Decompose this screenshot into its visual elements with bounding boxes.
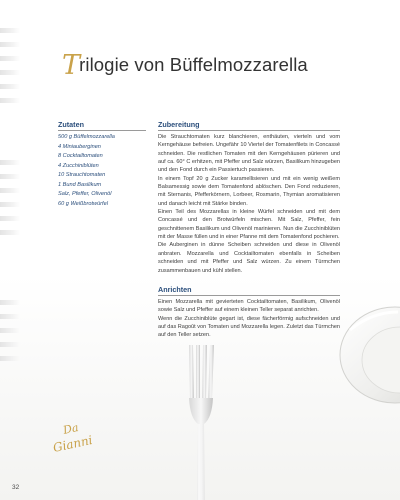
serving-paragraph: Einen Mozzarella mit gevierteten Cocktailtomaten, Basilikum, Olivenöl sowie Salz und Pfeffer auf einem kleinen Teller separat anrichten.: [158, 298, 340, 314]
da-gianni-logo: [50, 420, 110, 460]
ingredient-item: 500 g Büffelmozzarella: [58, 134, 115, 140]
ingredient-item: 4 Zucchiniblüten: [58, 162, 99, 169]
title-initial: T: [62, 50, 81, 81]
title-rest: rilogie von Büffelmozzarella: [79, 54, 308, 75]
recipe-title: [62, 50, 308, 81]
ingredients-section: [58, 120, 146, 209]
ingredients-divider: [58, 130, 146, 131]
ingredient-item: 1 Bund Basilikum: [58, 181, 102, 188]
ingredient-item: 8 Cocktailtomaten: [58, 153, 103, 159]
preparation-paragraph: Die Strauchtomaten kurz blanchieren, enthäuten, vierteln und vom Kerngehäuse befreien. Ungefähr 10 Viertel der Tomatenfilets in Concassé schneiden. Die restlichen Tomaten mit den Kerngehäusen pürieren und auf ca. 60° C erhitzen, mit Pfeffer und Salz würzen, Basilikum hinzugeben und den Fond durch ein Passiertuch passieren.: [158, 134, 340, 174]
preparation-paragraph: In einem Topf 20 g Zucker karamellisieren und mit ein wenig weißem Balsamessig sowie dem Tomatenfond ablöschen. Den Fond reduzieren, mit Sternanis, Pfefferkörnern, Lorbeer, Rosmarin, Thymian aromatisieren und danach leicht mit Stärke binden.: [158, 175, 340, 207]
serving-divider: [158, 295, 340, 296]
preparation-divider: [158, 130, 340, 131]
ingredient-item: Salz, Pfeffer, Olivenöl: [58, 191, 112, 197]
serving-heading: Anrichten: [158, 284, 192, 294]
preparation-column: [158, 120, 340, 340]
margin-stripes: [0, 0, 20, 500]
preparation-heading: Zubereitung: [158, 120, 200, 129]
ingredients-heading: Zutaten: [58, 120, 84, 129]
page-number: 32: [12, 484, 20, 491]
preparation-paragraph: Die Auberginen in dünne Scheiben schneiden und diese in Olivenöl anbraten. Mozzarella und Cocktailtomaten ebenfalls in Scheiben schneiden und mit Pfeffer und Salz würzen. Zu einem Türmchen zusammenbauen und kühl stellen.: [158, 242, 340, 274]
logo-line-1: Da: [61, 421, 80, 437]
logo-line-2: Gianni: [51, 432, 94, 455]
ingredient-item: 60 g Weißbrotwürfel: [58, 200, 108, 207]
serving-paragraph: Wenn die Zucchiniblüte gegart ist, diese fächerförmig aufschneiden und auf das Ragoût von Tomaten und Mozzarella legen. Zuletzt das Türmchen auf den Teller setzen.: [158, 315, 340, 339]
fork-icon: [189, 345, 214, 500]
ingredient-item: 10 Strauchtomaten: [58, 172, 106, 178]
plate-icon: [340, 307, 400, 403]
preparation-paragraph: Einen Teil des Mozzarellas in kleine Würfel schneiden und mit dem Concassé und den Brotwürfeln mischen. Mit Salz, Pfeffer, fein geschnittenem Basilikum und Olivenöl marinieren. Nun die Zucchiniblüten mit der Masse füllen und in einer Pfanne mit dem Tomatenfond pochieren.: [158, 209, 340, 241]
ingredient-item: 4 Miniauberginen: [58, 143, 101, 150]
